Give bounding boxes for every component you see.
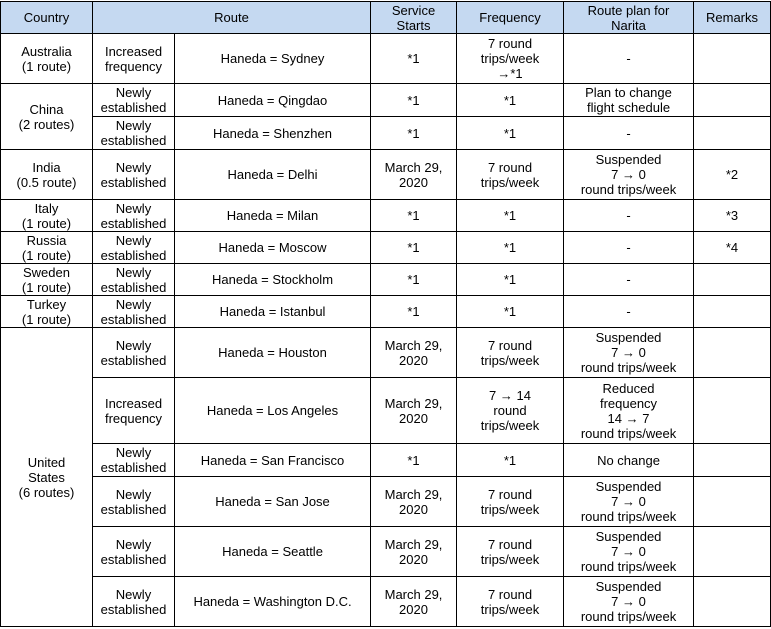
table-row — [1, 577, 771, 627]
table-row — [1, 328, 771, 378]
service-starts-cell: March 29, 2020 — [371, 378, 457, 444]
route-plan-cell: Plan to change flight schedule — [564, 84, 694, 117]
remarks-cell — [694, 264, 771, 296]
service-starts-cell: *1 — [371, 34, 457, 84]
route-plan-cell: - — [564, 264, 694, 296]
service-starts-cell: March 29, 2020 — [371, 527, 457, 577]
route-plan-cell: Suspended 7 → 0 round trips/week — [564, 577, 694, 627]
route-cell: Haneda = Delhi — [175, 150, 371, 200]
route-plan-cell: Reduced frequency 14 → 7 round trips/week — [564, 378, 694, 444]
frequency-cell: *1 — [457, 117, 564, 150]
remarks-cell — [694, 527, 771, 577]
service-starts-cell: March 29, 2020 — [371, 328, 457, 378]
frequency-cell: 7 round trips/week — [457, 577, 564, 627]
table-row — [1, 117, 771, 150]
route-cell: Haneda = Shenzhen — [175, 117, 371, 150]
remarks-cell — [694, 117, 771, 150]
route-plan-cell: Suspended 7 → 0 round trips/week — [564, 328, 694, 378]
header-route-plan: Route plan for Narita — [564, 2, 694, 34]
country-cell: Australia (1 route) — [1, 34, 93, 84]
route-type-cell: Newly established — [93, 232, 175, 264]
route-type-cell: Newly established — [93, 264, 175, 296]
remarks-cell: *2 — [694, 150, 771, 200]
remarks-cell — [694, 296, 771, 328]
routes-table — [0, 1, 771, 627]
route-plan-cell: - — [564, 232, 694, 264]
frequency-cell: 7 round trips/week — [457, 150, 564, 200]
remarks-cell: *3 — [694, 200, 771, 232]
frequency-cell: 7 round trips/week — [457, 477, 564, 527]
route-plan-cell: No change — [564, 444, 694, 477]
table-row — [1, 527, 771, 577]
frequency-cell: *1 — [457, 200, 564, 232]
frequency-cell: *1 — [457, 264, 564, 296]
frequency-cell: 7 → 14 round trips/week — [457, 378, 564, 444]
table-row — [1, 34, 771, 84]
route-type-cell: Newly established — [93, 577, 175, 627]
route-cell: Haneda = Los Angeles — [175, 378, 371, 444]
service-starts-cell: *1 — [371, 232, 457, 264]
route-cell: Haneda = Washington D.C. — [175, 577, 371, 627]
service-starts-cell: *1 — [371, 84, 457, 117]
country-cell: Russia (1 route) — [1, 232, 93, 264]
route-type-cell: Newly established — [93, 200, 175, 232]
table-row — [1, 84, 771, 117]
remarks-cell — [694, 34, 771, 84]
country-cell: Italy (1 route) — [1, 200, 93, 232]
country-cell: China (2 routes) — [1, 84, 93, 150]
remarks-cell: *4 — [694, 232, 771, 264]
remarks-cell — [694, 477, 771, 527]
route-type-cell: Increased frequency — [93, 34, 175, 84]
route-type-cell: Newly established — [93, 117, 175, 150]
route-plan-cell: Suspended 7 → 0 round trips/week — [564, 150, 694, 200]
table-row — [1, 444, 771, 477]
route-plan-cell: Suspended 7 → 0 round trips/week — [564, 527, 694, 577]
table-row — [1, 477, 771, 527]
table-row — [1, 296, 771, 328]
country-cell: United States (6 routes) — [1, 328, 93, 627]
service-starts-cell: *1 — [371, 117, 457, 150]
route-type-cell: Newly established — [93, 84, 175, 117]
service-starts-cell: *1 — [371, 444, 457, 477]
route-plan-cell: - — [564, 296, 694, 328]
route-cell: Haneda = San Jose — [175, 477, 371, 527]
frequency-cell: 7 round trips/week →*1 — [457, 34, 564, 84]
frequency-cell: 7 round trips/week — [457, 527, 564, 577]
route-cell: Haneda = Moscow — [175, 232, 371, 264]
country-cell: India (0.5 route) — [1, 150, 93, 200]
route-type-cell: Newly established — [93, 150, 175, 200]
route-type-cell: Newly established — [93, 527, 175, 577]
table-header-row — [1, 2, 771, 34]
remarks-cell — [694, 577, 771, 627]
country-cell: Sweden (1 route) — [1, 264, 93, 296]
route-plan-cell: Suspended 7 → 0 round trips/week — [564, 477, 694, 527]
header-route: Route — [93, 2, 371, 34]
remarks-cell — [694, 444, 771, 477]
route-plan-cell: - — [564, 200, 694, 232]
service-starts-cell: *1 — [371, 264, 457, 296]
route-type-cell: Newly established — [93, 296, 175, 328]
table-row — [1, 200, 771, 232]
remarks-cell — [694, 378, 771, 444]
service-starts-cell: March 29, 2020 — [371, 477, 457, 527]
route-type-cell: Newly established — [93, 328, 175, 378]
route-plan-cell: - — [564, 117, 694, 150]
country-cell: Turkey (1 route) — [1, 296, 93, 328]
table-row — [1, 232, 771, 264]
route-type-cell: Increased frequency — [93, 378, 175, 444]
route-cell: Haneda = Seattle — [175, 527, 371, 577]
route-plan-cell: - — [564, 34, 694, 84]
route-cell: Haneda = Qingdao — [175, 84, 371, 117]
frequency-cell: 7 round trips/week — [457, 328, 564, 378]
frequency-cell: *1 — [457, 84, 564, 117]
route-cell: Haneda = Stockholm — [175, 264, 371, 296]
service-starts-cell: March 29, 2020 — [371, 150, 457, 200]
header-frequency: Frequency — [457, 2, 564, 34]
route-type-cell: Newly established — [93, 477, 175, 527]
remarks-cell — [694, 84, 771, 117]
table-row — [1, 150, 771, 200]
route-cell: Haneda = San Francisco — [175, 444, 371, 477]
route-type-cell: Newly established — [93, 444, 175, 477]
service-starts-cell: *1 — [371, 296, 457, 328]
frequency-cell: *1 — [457, 296, 564, 328]
table-row — [1, 264, 771, 296]
header-country: Country — [1, 2, 93, 34]
frequency-cell: *1 — [457, 232, 564, 264]
route-cell: Haneda = Houston — [175, 328, 371, 378]
frequency-cell: *1 — [457, 444, 564, 477]
header-remarks: Remarks — [694, 2, 771, 34]
remarks-cell — [694, 328, 771, 378]
route-cell: Haneda = Istanbul — [175, 296, 371, 328]
service-starts-cell: March 29, 2020 — [371, 577, 457, 627]
route-cell: Haneda = Sydney — [175, 34, 371, 84]
header-service-starts: Service Starts — [371, 2, 457, 34]
table-row — [1, 378, 771, 444]
route-cell: Haneda = Milan — [175, 200, 371, 232]
service-starts-cell: *1 — [371, 200, 457, 232]
